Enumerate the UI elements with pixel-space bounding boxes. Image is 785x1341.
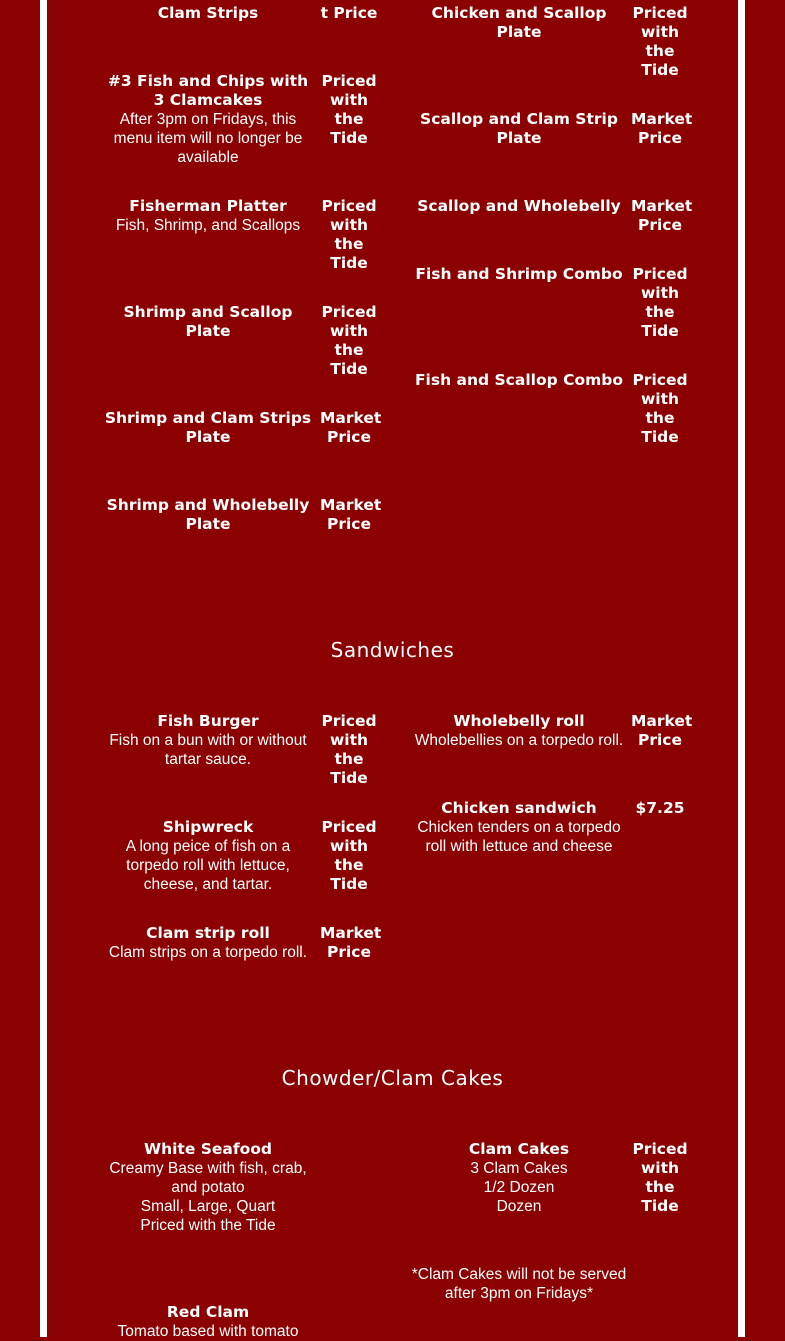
item-description: A long peice of fish on a torpedo roll with lettuce, cheese, and tartar.	[125, 838, 291, 893]
menu-item-red-clam	[102, 1303, 314, 1341]
section-title-sandwiches: Sandwiches	[330, 638, 455, 662]
item-name: Shrimp and Wholebelly Plate	[106, 496, 310, 533]
item-option: Dozen	[496, 1198, 542, 1215]
menu-item	[102, 197, 314, 235]
item-name: Shipwreck	[162, 818, 254, 836]
item-name: Chicken and Scallop Plate	[431, 4, 607, 41]
menu-item-clam-cakes	[408, 1140, 630, 1216]
item-name: Shrimp and Clam Strips Plate	[104, 409, 312, 446]
item-name: Clam strip roll	[146, 924, 270, 942]
item-name: Fish Burger	[157, 712, 259, 730]
item-price: Priced with the Tide	[321, 712, 377, 787]
item-price: Priced with the Tide	[632, 4, 688, 79]
item-sizes: Small, Large, Quart	[140, 1198, 276, 1215]
menu-item	[102, 496, 314, 534]
item-price: Priced with the Tide	[321, 818, 377, 893]
item-name: White Seafood	[143, 1140, 273, 1158]
item-price: Market Price	[631, 197, 693, 234]
item-description: Creamy Base with fish, crab, and potato	[109, 1160, 307, 1196]
menu-item	[102, 303, 314, 341]
item-name: Clam Strips	[157, 4, 259, 22]
item-price: Market Price	[320, 409, 382, 446]
menu-item	[102, 924, 314, 962]
item-price: Market Price	[631, 712, 693, 749]
menu-item	[102, 818, 314, 894]
item-price: Market Price	[320, 496, 382, 533]
item-name: Chicken sandwich	[441, 799, 597, 817]
item-price: Priced with the Tide	[321, 72, 377, 147]
item-description: Chicken tenders on a torpedo roll with lettuce and cheese	[417, 819, 621, 855]
menu-item	[102, 72, 314, 167]
item-price: $7.25	[635, 799, 685, 817]
menu-item	[408, 110, 630, 148]
item-price: t Price	[320, 4, 378, 22]
item-name: Fish and Shrimp Combo	[415, 265, 623, 283]
menu-item-white-seafood	[102, 1140, 314, 1235]
menu-item	[408, 712, 630, 750]
item-description: Fish on a bun with or without tartar sauce.	[109, 732, 307, 768]
item-name: Clam Cakes	[468, 1140, 570, 1158]
menu-item	[102, 712, 314, 769]
menu-item	[408, 265, 630, 284]
item-description: Clam strips on a torpedo roll.	[108, 944, 308, 961]
item-option: 1/2 Dozen	[483, 1179, 555, 1196]
item-name: Fish and Scallop Combo	[414, 371, 624, 389]
item-name: #3 Fish and Chips with 3 Clamcakes	[107, 72, 309, 109]
right-border	[738, 0, 745, 1337]
item-price: Priced with the Tide	[321, 303, 377, 378]
item-option: 3 Clam Cakes	[470, 1160, 568, 1177]
item-price: Market Price	[631, 110, 693, 147]
item-name: Wholebelly roll	[453, 712, 585, 730]
item-description: After 3pm on Fridays, this menu item will no longer be available	[113, 111, 303, 166]
item-price: Priced with the Tide	[632, 265, 688, 340]
item-price: Priced with the Tide	[321, 197, 377, 272]
item-description: Fish, Shrimp, and Scallops	[115, 217, 301, 234]
clam-cakes-note: *Clam Cakes will not be served after 3pm on Fridays*	[411, 1266, 627, 1302]
menu-item	[102, 4, 314, 23]
menu-item	[102, 409, 314, 447]
item-price: Priced with the Tide	[632, 1140, 688, 1215]
menu-item	[408, 799, 630, 856]
section-title-chowder: Chowder/Clam Cakes	[281, 1066, 504, 1090]
item-name: Red Clam	[166, 1303, 250, 1321]
menu-item	[408, 197, 630, 216]
item-price: Priced with the Tide	[632, 371, 688, 446]
menu-item	[408, 4, 630, 42]
item-name: Scallop and Clam Strip Plate	[420, 110, 618, 147]
item-name: Fisherman Platter	[129, 197, 287, 215]
item-price: Market Price	[320, 924, 382, 961]
left-border	[40, 0, 47, 1337]
item-description: Wholebellies on a torpedo roll.	[414, 732, 624, 749]
item-price-note: Priced with the Tide	[140, 1217, 276, 1234]
item-name: Scallop and Wholebelly	[417, 197, 621, 215]
item-name: Shrimp and Scallop Plate	[123, 303, 293, 340]
menu-item	[408, 371, 630, 390]
item-description: Tomato based with tomato	[117, 1323, 299, 1340]
